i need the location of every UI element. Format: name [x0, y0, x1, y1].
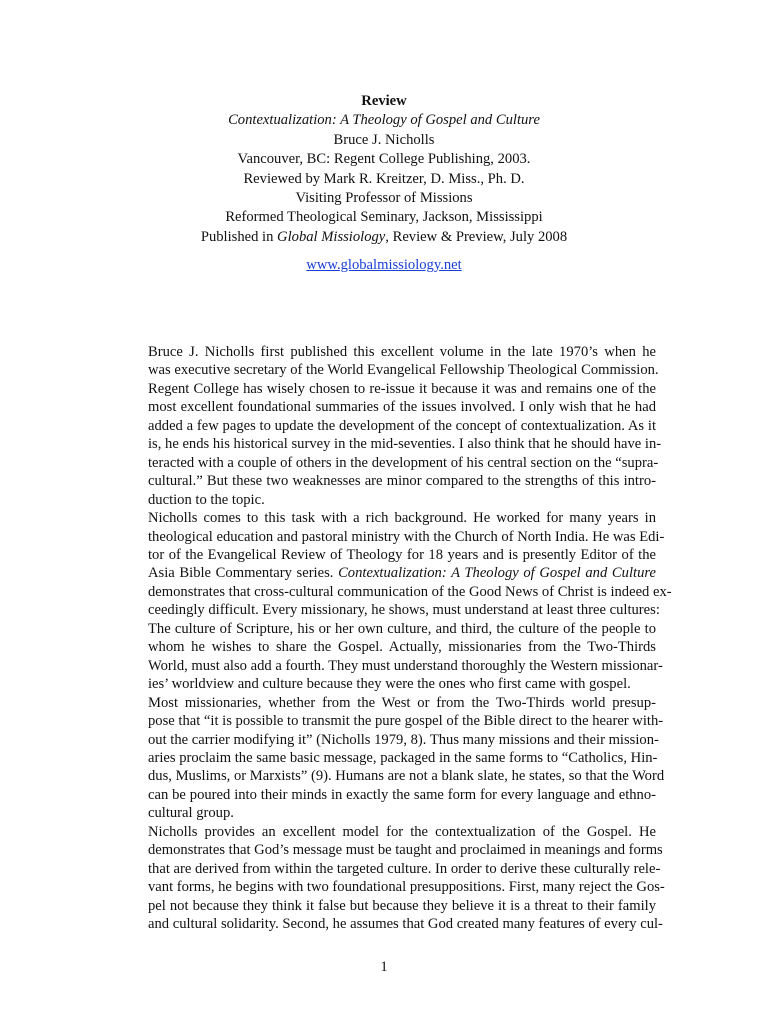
reviewer-title: Visiting Professor of Missions	[295, 190, 473, 207]
paragraph-line: theological education and pastoral ministry with the Church of North India. He was Edi-	[148, 528, 665, 545]
paragraph-line: pel not because they think it false but because they believe it is a threat to their family	[148, 897, 656, 914]
series-name: Asia Bible Commentary series.	[148, 565, 339, 582]
paragraph-line: cultural group.	[148, 805, 234, 822]
paragraph-line: Most missionaries, whether from the West or from the Two-Thirds world presup-	[148, 694, 656, 711]
paragraph-line: teracted with a couple of others in the development of his central section on the “supra-	[148, 454, 659, 471]
paragraph-line: most excellent foundational summaries of the issues involved. I only wish that he had	[148, 399, 656, 416]
journal-name: Global Missiology	[277, 228, 386, 245]
paragraph-line: demonstrates that God’s message must be taught and proclaimed in meanings and forms	[148, 842, 663, 859]
paragraph-line: out the carrier modifying it” (Nicholls 1979, 8). Thus many missions and their mission-	[148, 731, 659, 748]
paragraph-line: ies’ worldview and culture because they were the ones who first came with gospel.	[148, 676, 631, 693]
paragraph-line: can be poured into their minds in exactly the same form for every language and ethno-	[148, 786, 656, 803]
book-author: Bruce J. Nicholls	[333, 131, 435, 148]
publication-prefix: Published in	[200, 228, 278, 245]
paragraph-line: Nicholls comes to this task with a rich background. He worked for many years in	[148, 510, 656, 527]
paragraph-2	[112, 509, 672, 694]
paragraph-line: Nicholls provides an excellent model for the contextualization of the Gospel. He	[148, 823, 656, 840]
paragraph-1	[112, 343, 662, 509]
review-heading: Review	[361, 93, 407, 109]
paragraph-line: was executive secretary of the World Evangelical Fellowship Theological Commission.	[148, 362, 659, 379]
publisher-line: Vancouver, BC: Regent College Publishing, 2003.	[237, 151, 531, 168]
paragraph-line: aries proclaim the same basic message, packaged in the same forms to “Catholics, Hin-	[148, 749, 658, 766]
paragraph-line	[112, 564, 656, 582]
paragraph-line: that are derived from within the targeted culture. In order to derive these culturally rele-	[148, 860, 661, 877]
publication-suffix: , Review & Preview, July 2008	[385, 228, 568, 245]
paragraph-line: vant forms, he begins with two foundational presuppositions. First, many reject the Gos-	[148, 879, 665, 896]
paragraph-line: Regent College has wisely chosen to re-issue it because it was and remains one of the	[148, 380, 656, 397]
paragraph-line: duction to the topic.	[148, 491, 265, 508]
review-body	[112, 343, 672, 934]
paragraph-line: and cultural solidarity. Second, he assumes that God created many features of every cul-	[148, 916, 663, 933]
paragraph-line: added a few pages to update the development of the concept of contextualization. As it	[148, 417, 656, 434]
paragraph-line: tor of the Evangelical Review of Theology for 18 years and is presently Editor of the	[148, 546, 656, 563]
paragraph-line: ceedingly difficult. Every missionary, he shows, must understand at least three cultures:	[148, 602, 660, 619]
paragraph-line: pose that “it is possible to transmit the pure gospel of the Bible direct to the hearer with-	[148, 713, 664, 730]
paragraph-line: dus, Muslims, or Marxists” (9). Humans are not a blank slate, he states, so that the Word	[148, 768, 665, 785]
paragraph-4	[112, 823, 665, 934]
paragraph-3	[112, 694, 665, 823]
paragraph-line: is, he ends his historical survey in the mid-seventies. I also think that he should have in-	[148, 436, 662, 453]
review-header	[0, 92, 768, 247]
paragraph-line: World, must also add a fourth. They must understand thoroughly the Western missionar-	[148, 657, 663, 674]
book-title: Contextualization: A Theology of Gospel and Culture	[228, 112, 540, 129]
reviewer-line: Reviewed by Mark R. Kreitzer, D. Miss., Ph. D.	[243, 170, 525, 187]
paragraph-line: cultural.” But these two weaknesses are minor compared to the strengths of this intro-	[148, 473, 656, 490]
paragraph-line: Bruce J. Nicholls first published this excellent volume in the late 1970’s when he	[148, 344, 656, 360]
paragraph-line: demonstrates that cross-cultural communication of the Good News of Christ is indeed ex-	[148, 583, 672, 600]
reviewer-institution: Reformed Theological Seminary, Jackson, Mississippi	[225, 209, 543, 226]
page-number: 1	[380, 959, 388, 975]
website-link[interactable]: www.globalmissiology.net	[306, 257, 462, 273]
book-title-inline: Contextualization: A Theology of Gospel and Culture	[338, 565, 656, 582]
website-link-line	[0, 256, 768, 275]
paragraph-line: whom he wishes to share the Gospel. Actually, missionaries from the Two-Thirds	[148, 639, 656, 656]
paragraph-line: The culture of Scripture, his or her own culture, and third, the culture of the people to	[148, 620, 656, 637]
publication-line	[0, 228, 768, 247]
